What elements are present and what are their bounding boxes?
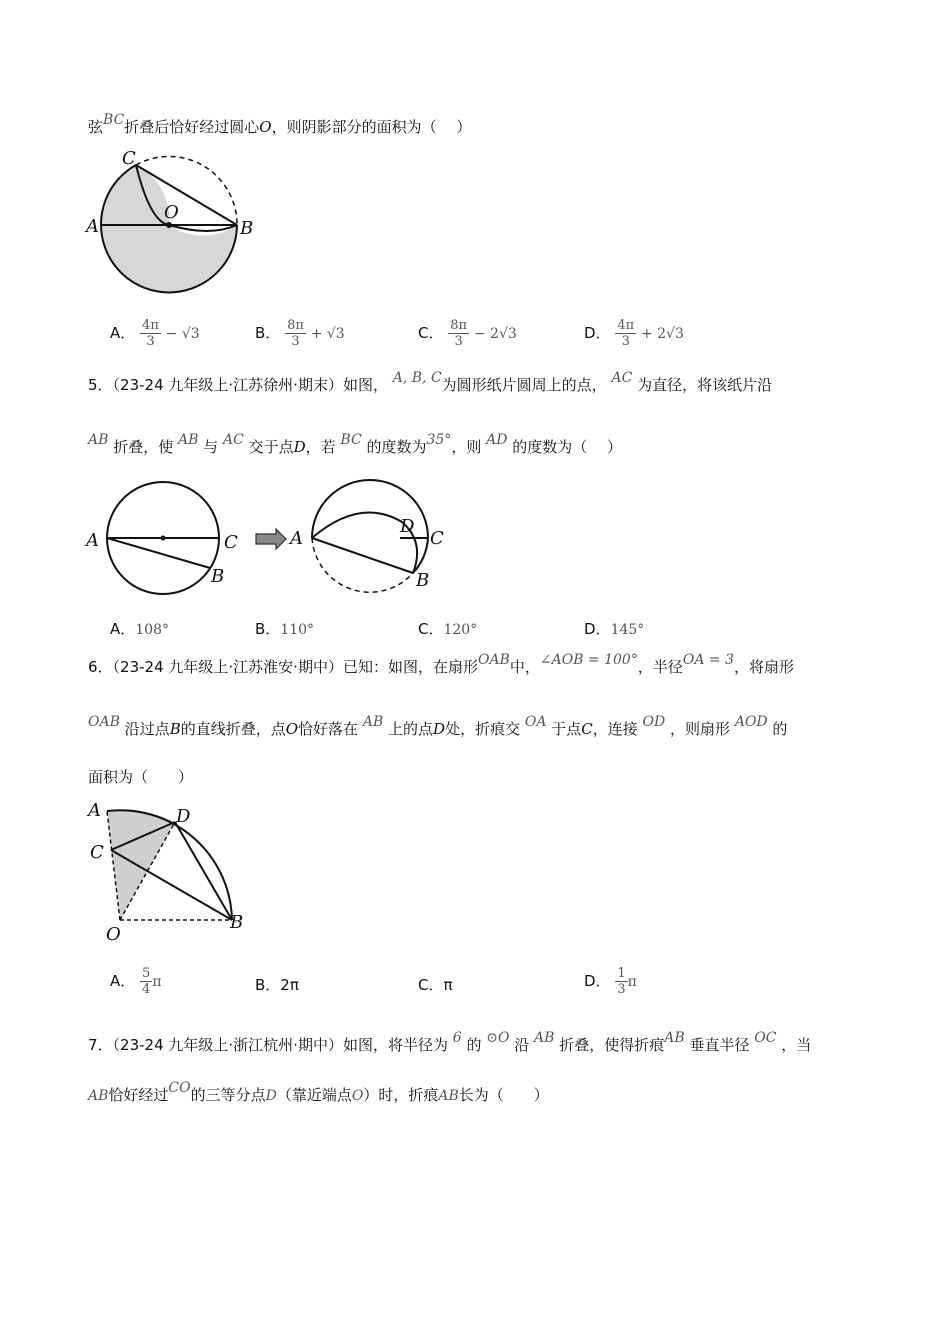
q5-label-b2: B — [416, 570, 430, 591]
q6-label-o: O — [106, 924, 121, 945]
q4-label-o: O — [164, 202, 179, 223]
q6-stem-line1: 6．（23-24 九年级上·江苏淮安·期中）已知：如图，在扇形OAB中，∠AOB = 100°，半径OA = 3，将扇形 — [88, 652, 795, 676]
q4-figure — [80, 142, 270, 302]
q6-label-c: C — [90, 842, 104, 863]
q4-stem: 弦BC折叠后恰好经过圆心O，则阴影部分的面积为（ ） — [88, 112, 472, 136]
q6-stem-line2: OAB 沿过点B的直线折叠，点O恰好落在 AB 上的点D处，折痕交 OA 于点C，连接 OD ，则扇形 AOD 的 — [88, 714, 788, 738]
q5-arrow-icon — [256, 529, 286, 549]
q6-option-c[interactable]: C．π — [418, 976, 453, 994]
q6-label-b: B — [230, 912, 244, 933]
math-bc: BC — [103, 112, 125, 128]
q5-stem-line1: 5．（23-24 九年级上·江苏徐州·期末）如图， A, B, C为圆形纸片圆周上的点， AC 为直径，将该纸片沿 — [88, 370, 773, 394]
q5-left-center — [161, 536, 166, 541]
q5-label-d2: D — [400, 516, 415, 537]
q6-segment-db — [175, 822, 232, 920]
q5-label-b1: B — [211, 566, 225, 587]
q6-label-d: D — [176, 806, 191, 827]
q4-label-c: C — [122, 148, 136, 169]
q5-figure — [80, 472, 460, 602]
q4-label-a: A — [86, 216, 99, 237]
q5-left-chord — [107, 538, 210, 568]
q5-label-a2: A — [290, 528, 303, 549]
q4-option-c[interactable]: C． $\frac{8\pi}{3}$ − 2√3 — [418, 318, 517, 349]
q5-option-d[interactable]: D．145° — [584, 620, 645, 638]
q4-option-d[interactable]: D． $\frac{4\pi}{3}$ + 2√3 — [584, 318, 684, 349]
q4-label-b: B — [240, 218, 254, 239]
q5-right-chord — [312, 538, 413, 573]
q5-stem-line2: AB 折叠，使 AB 与 AC 交于点D，若 BC 的度数为35°，则 AD 的度数为（ ） — [88, 432, 623, 456]
q6-option-d[interactable]: D． $\frac{1}{3}$ π — [584, 966, 637, 997]
q5-option-c[interactable]: C．120° — [418, 620, 478, 638]
q6-figure — [80, 796, 260, 946]
q7-stem-line1: 7．（23-24 九年级上·浙江杭州·期中）如图，将半径为 6 的 ⊙O 沿 AB 折叠，使得折痕AB 垂直半径 OC ，当 — [88, 1030, 812, 1054]
q6-stem-line3: 面积为（ ） — [88, 768, 194, 786]
q4-option-a[interactable]: A． $\frac{4\pi}{3}$ − √3 — [110, 318, 200, 349]
q4-option-b[interactable]: B． $\frac{8\pi}{3}$ + √3 — [255, 318, 345, 349]
q7-stem-line2: AB恰好经过CO的三等分点D（靠近端点O）时，折痕AB长为（ ） — [88, 1080, 549, 1104]
q5-label-a1: A — [86, 530, 99, 551]
q6-label-a: A — [88, 800, 101, 821]
q5-right-circle-dashed — [312, 538, 413, 592]
q6-option-a[interactable]: A． $\frac{5}{4}$ π — [110, 966, 162, 997]
q6-option-b[interactable]: B．2π — [255, 976, 299, 994]
q5-label-c2: C — [430, 528, 444, 549]
q5-option-a[interactable]: A．108° — [110, 620, 169, 638]
q5-label-c1: C — [224, 532, 238, 553]
q5-option-b[interactable]: B．110° — [255, 620, 315, 638]
